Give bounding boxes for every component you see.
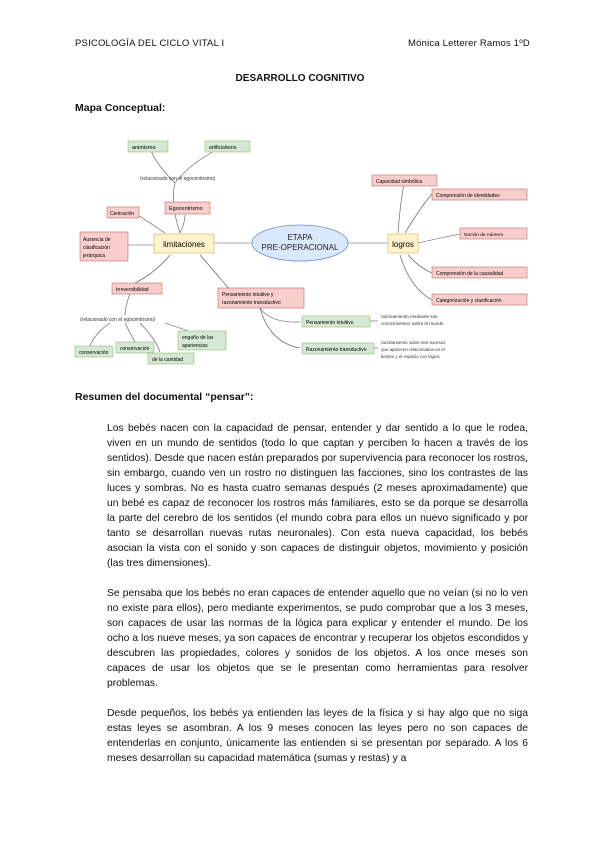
razonamiento-transductivo-desc-3: tiempo y el espacio con lógica bbox=[381, 354, 440, 359]
comprension-identidades-label: Comprensión de identidades bbox=[436, 193, 500, 199]
egocentrismo-label: Egocentrismo bbox=[169, 206, 203, 212]
razonamiento-transductivo-desc-1: razonamiento sobre dos sucesos bbox=[381, 340, 446, 345]
nocion-numero-label: Noción de número bbox=[464, 233, 504, 238]
capacidad-simbolica-label: Capacidad simbólica bbox=[376, 179, 423, 185]
artificialismo-label: artificialismo bbox=[209, 145, 237, 151]
document-title: DESARROLLO COGNITIVO bbox=[235, 73, 365, 84]
header-author: Mónica Letterer Ramos 1ºD bbox=[408, 38, 530, 49]
center-line-2: PRE-OPERACIONAL bbox=[261, 243, 339, 252]
paragraph-2: Se pensaba que los bebés no eran capaces de entender aquello que no veían (si no lo ven no existe para ellos), pero mediante experimentos, se pudo comprobar que a los 3 meses, son capaces de usar las normas de la lógica para explicar y entender el mundo. De los ocho a los nueve meses, ya son capaces de encontrar y recuperar los objetos escondidos y descubren las propiedades, colores y sonidos de los objetos. A los once meses son capaces de usar los objetos que se le presentan como herramientas para resolver problemas. bbox=[107, 588, 528, 689]
pensamiento-intuitivo-desc-1: razonamiento mediante sus bbox=[381, 314, 438, 319]
razonamiento-transductivo-desc-2: que aparecen relacionados en el bbox=[381, 347, 445, 352]
map-heading: Mapa Conceptual: bbox=[75, 102, 166, 114]
categorizacion-label: Categorización y clasificación bbox=[436, 298, 502, 304]
razonamiento-transductivo-label: Razonamiento transductivo bbox=[306, 347, 367, 353]
relacionado-egocentrismo-2-label: (relacionado con el egocentrismo) bbox=[80, 317, 156, 323]
limitaciones-label: limitaciones bbox=[163, 240, 205, 249]
summary-body bbox=[107, 421, 528, 781]
irreversibilidad-label: Irreversibilidad bbox=[116, 287, 149, 293]
center-line-1: ETAPA bbox=[287, 233, 313, 242]
ausencia-line-1: Ausencia de bbox=[83, 237, 111, 243]
de-la-cantidad-label: de la cantidad bbox=[152, 357, 184, 363]
engano-line-2: apariencias bbox=[182, 343, 208, 349]
paragraph-3: Desde pequeños, los bebés ya entienden las leyes de la física y si hay algo que no siga estas leyes se asombran. A los 9 meses conocen las leyes pero no son capaces de entenderlas en conjunto, únicamente las entienden si se presentan por separado. A los 6 meses desarrollan su capacidad matemática (sumas y restas) y a bbox=[107, 708, 528, 764]
header-course: PSICOLOGÍA DEL CICLO VITAL I bbox=[75, 38, 225, 49]
relacionado-egocentrismo-label: (relacionado con el egocentrismo) bbox=[140, 176, 216, 182]
pensamiento-limitacion-line-2: razonamiento transductivo bbox=[222, 300, 281, 306]
comprension-causalidad-label: Comprensión de la causalidad bbox=[436, 271, 504, 277]
conservacion-label-1: conservación bbox=[79, 350, 109, 356]
concept-map bbox=[70, 128, 540, 378]
pensamiento-limitacion-line-1: Pensamiento intuitivo y bbox=[222, 292, 274, 298]
animismo-label: animismo bbox=[132, 145, 156, 151]
pensamiento-intuitivo-desc-2: conocimientos sobre el mundo bbox=[381, 321, 444, 326]
paragraph-1: Los bebés nacen con la capacidad de pensar, entender y dar sentido a lo que le rodea, viven en un mundo de sentidos (todo lo que captan y perciben lo hacen a través de los sentidos). Desde que nacen están preparados por supervivencia para reconocer los rostros, sin embargo, cuando ven un rostro no distinguen las facciones, sino los contrastes de las luces y sombras. No es hasta cuatro semanas después (2 meses aproximadamente) que un bebé es capaz de reconocer los rostros más familiares, esto se da porque se desarrolla la parte del cerebro de los sentidos (el mundo cobra para ellos un nuevo significado y por tanto se desarrollan nuevas rutas neuronales). Con esta nueva capacidad, los bebés asocian la vista con el sonido y son capaces de distinguir objetos, movimiento y posición (las tres dimensiones). bbox=[107, 423, 528, 569]
conservacion-label-2: conservación bbox=[120, 346, 150, 352]
logros-label: logros bbox=[392, 240, 414, 249]
pensamiento-intuitivo-label: Pensamiento intuitivo bbox=[306, 320, 354, 326]
ausencia-line-2: clasificación bbox=[83, 245, 110, 251]
engano-line-1: engaño de las bbox=[182, 335, 214, 341]
centracion-label: Centración bbox=[110, 211, 135, 217]
summary-heading: Resumen del documental “pensar”: bbox=[75, 391, 254, 403]
ausencia-line-3: jerárquica bbox=[83, 253, 105, 259]
